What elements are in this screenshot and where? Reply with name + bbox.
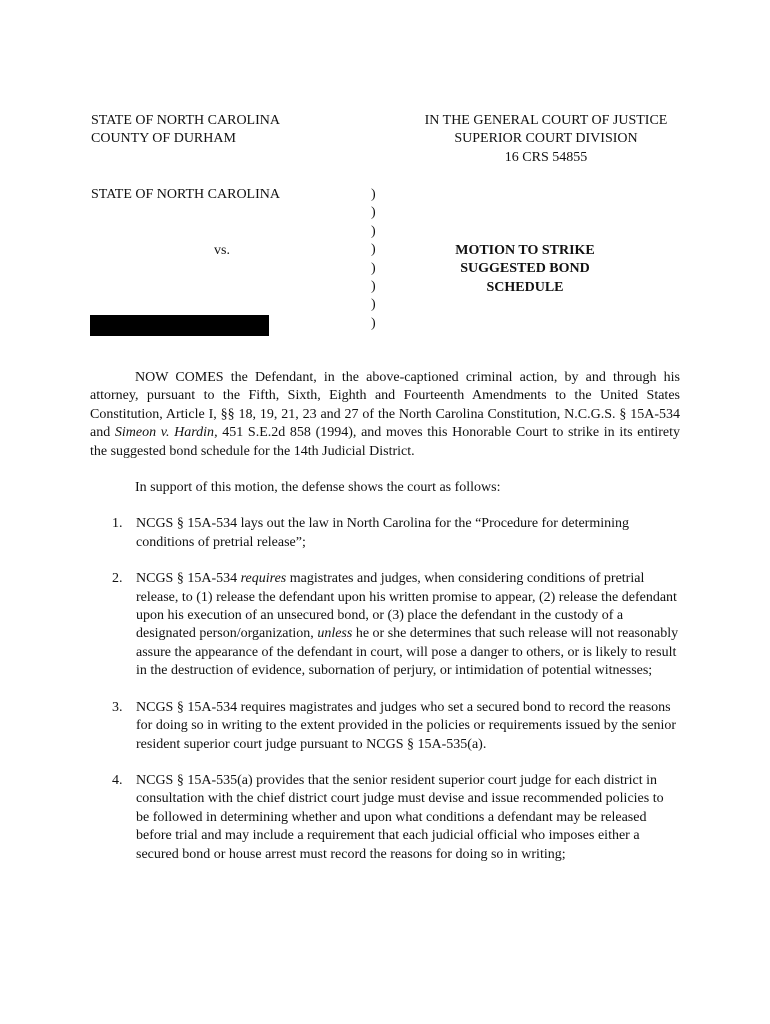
paren: ) [371,279,376,295]
motion-title [446,242,604,297]
paren: ) [371,205,376,221]
caption-county: COUNTY OF DURHAM [91,131,236,147]
paren: ) [371,260,376,276]
item-text: NCGS § 15A-534 [136,571,241,587]
motion-title-line: SCHEDULE [486,279,564,295]
party-versus: vs. [214,243,230,258]
item-number: 4. [112,772,123,788]
caption-left [91,112,391,149]
item-text: magistrates and judges, when considering conditions of pretrial release, to (1) release the defendant upon his written promise to appear, (2) release the defendant upon his execution of an unsecured bond, or (3) place the defendant in the custody of a designated person/organization, [136,571,677,642]
paren: ) [371,223,376,239]
item-emphasis: requires [240,571,287,587]
party-plaintiff: STATE OF NORTH CAROLINA [91,187,280,202]
case-citation: Simeon v. Hardin [114,425,215,441]
paren: ) [371,187,376,202]
item-text: NCGS § 15A-535(a) provides that the senior resident superior court judge for each district in consultation with the chief district court judge must devise and issue recommended policies to be followed in determining whether and upon what conditions a defendant may be released before trial and may include a requirement that each judicial official who imposes either a secured bond or house arrest must record the reasons for doing so in writing; [136,772,664,862]
numbered-list [90,515,680,864]
motion-title-line: SUGGESTED BOND [460,261,590,277]
caption-court: IN THE GENERAL COURT OF JUSTICE [424,113,668,128]
intro-text: , 451 S.E.2d 858 (1994), and moves this Honorable Court to strike in its entirety the suggested bond schedule for the 14th Judicial District. [90,425,680,459]
intro-text: NOW COMES the Defendant, in the above-captioned criminal action, by and through his attorney, pursuant to the Fifth, Sixth, Eighth and Fourteenth Amendments to the United States Constitution, Article I, §§ 18, 19, 21, 23 and 27 of the North Carolina Constitution, N.C.G.S. § 15A-534 and [90,370,680,441]
item-number: 2. [112,571,123,587]
list-item [90,699,680,754]
support-paragraph: In support of this motion, the defense shows the court as follows: [135,480,501,496]
motion-title-line: MOTION TO STRIKE [455,243,595,258]
item-text: NCGS § 15A-534 lays out the law in North Carolina for the “Procedure for determining conditions of pretrial release”; [136,516,630,550]
redacted-defendant-name [90,315,269,336]
caption-case-number: 16 CRS 54855 [504,149,588,165]
item-number: 1. [112,516,123,532]
item-text: NCGS § 15A-534 requires magistrates and judges who set a secured bond to record the reasons for doing so in writing to the extent provided in the policies or requirements issued by the senior resident superior court judge pursuant to NCGS § 15A-535(a). [136,699,677,752]
intro-paragraph [90,369,680,461]
caption-parentheses [371,186,376,333]
motion-body [90,369,680,882]
paren: ) [371,297,376,313]
paren: ) [371,242,376,258]
caption-state: STATE OF NORTH CAROLINA [91,113,280,128]
list-item [90,570,680,680]
item-number: 3. [112,699,123,715]
list-item [90,772,680,864]
caption-right [396,112,696,167]
list-item [90,515,680,552]
paren: ) [371,315,376,331]
item-text: he or she determines that such release will not reasonably assure the appearance of the defendant in court, will pose a danger to others, or is likely to result in the destruction of evidence, subornation of perjury, or intimidation of potential witnesses; [136,626,679,679]
caption-division: SUPERIOR COURT DIVISION [454,131,638,147]
item-emphasis: unless [317,626,353,642]
